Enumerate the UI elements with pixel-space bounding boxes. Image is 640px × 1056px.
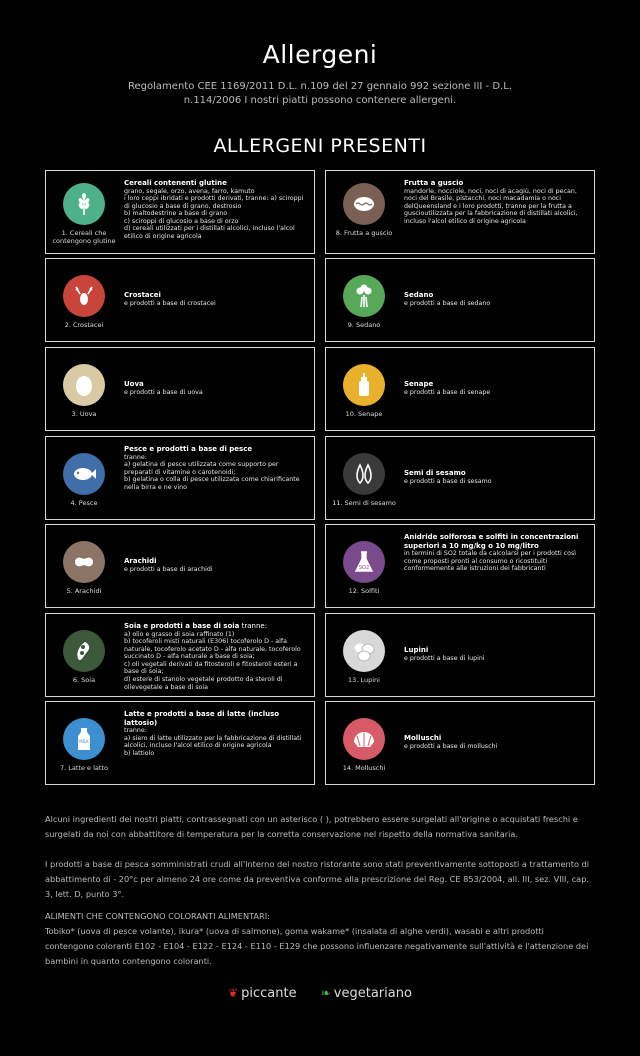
shell-icon — [343, 718, 385, 760]
allergen-icon-col — [52, 533, 116, 595]
allergen-title: Cereali contenenti glutine — [124, 179, 227, 187]
allergen-title-suffix: tranne: — [239, 622, 268, 630]
soy-icon — [63, 630, 105, 672]
allergen-text — [404, 646, 588, 662]
allergen-number-label: 11. Semi di sesamo — [332, 499, 396, 507]
allergen-description: a) olio e grasso di soia raffinato (1) b) tocoferoli misti naturali (E306) tocoferolo D - alfa naturale, tocoferolo acetato D - alfa naturale, tocoferolo succinato D - alfa naturale a base di soia; c) oli vegetali derivati da fitosteroli e fitosteroli esteri a base di soia; d) estere di stanolo vegetale prodotto da steroli di olievegetale a base di soia — [124, 630, 301, 691]
allergen-text — [124, 291, 308, 307]
allergen-title: Soia e prodotti a base di soia — [124, 622, 240, 630]
allergen-icon-col — [332, 267, 396, 329]
allergen-text — [404, 734, 588, 750]
allergen-number-label: 12. Solfiti — [348, 587, 380, 595]
fish-icon — [63, 453, 105, 495]
allergen-text — [124, 179, 308, 241]
allergen-card — [45, 613, 315, 697]
allergen-description: e prodotti a base di crostacei — [124, 299, 216, 307]
frozen-note: Alcuni ingredienti dei nostri piatti, contrassegnati con un asterisco ( ), potrebbero essere surgelati all'origine o acquistati freschi e surgelati da noi con abbattitore di temperatura per la corretta conservazione nel rispetto della normativa sanitaria. — [45, 814, 578, 839]
allergen-description: e prodotti a base di lupini — [404, 654, 485, 662]
leaf-icon: ❧ — [320, 986, 331, 1000]
allergen-title: Sedano — [404, 291, 434, 299]
allergen-card — [45, 258, 315, 342]
page-title: Allergeni — [262, 40, 378, 69]
legend-vegetarian-label: vegetariano — [333, 986, 412, 1001]
allergen-text — [124, 710, 308, 757]
allergen-icon-col — [332, 533, 396, 595]
allergen-number-label: 10. Senape — [345, 410, 383, 418]
allergen-title: Molluschi — [404, 734, 442, 742]
allergen-card — [45, 701, 315, 785]
allergen-card — [325, 347, 595, 431]
allergen-card — [325, 170, 595, 254]
allergen-icon-col — [52, 267, 116, 329]
allergen-card — [325, 613, 595, 697]
allergen-description: e prodotti a base di sesamo — [404, 477, 492, 485]
allergen-text — [404, 179, 588, 225]
celery-icon — [343, 275, 385, 317]
allergen-description: in termini di SO2 totale da calcolarsi per i prodotti così come proposti pronti al consumo o ricostituiti conformemente alle istruzioni dei fabbricanti — [404, 550, 577, 573]
allergen-number-label: 4. Pesce — [70, 499, 98, 507]
allergen-icon-col — [52, 445, 116, 507]
mustard-icon — [343, 364, 385, 406]
allergen-description: e prodotti a base di molluschi — [404, 742, 498, 750]
raw-fish-note: I prodotti a base di pesca somministrati crudi all'interno del nostro ristorante sono stati preventivamente sottoposti a trattamento di abbattimento di - 20°c per almeno 24 ore come da preventiva conforme alla prescrizione del Reg. CE 853/2004, all. III, sez. VIII, cap. 3, lett. D, punto 3°. — [45, 859, 590, 899]
so2-label: SO2 — [358, 565, 370, 571]
allergen-text — [404, 533, 588, 573]
allergen-card — [325, 436, 595, 520]
allergen-number-label: 14. Molluschi — [342, 764, 386, 772]
wheat-icon — [63, 183, 105, 225]
legend-spicy — [228, 986, 297, 1001]
egg-icon — [63, 364, 105, 406]
allergen-card — [45, 436, 315, 520]
allergen-icon-col — [52, 179, 116, 245]
allergen-card — [45, 524, 315, 608]
section-title: ALLERGENI PRESENTI — [213, 135, 427, 157]
allergen-title: Crostacei — [124, 291, 161, 299]
allergen-number-label: 6. Soia — [72, 676, 96, 684]
milk-label: MILK — [79, 739, 89, 744]
allergen-icon-col — [52, 710, 116, 772]
allergen-title: Frutta a guscio — [404, 179, 464, 187]
allergen-title: Lupini — [404, 646, 429, 654]
allergen-title: Senape — [404, 380, 434, 388]
allergen-number-label: 7. Latte e latto — [60, 764, 108, 772]
allergen-card — [325, 258, 595, 342]
milk-icon — [63, 718, 105, 760]
allergen-title: Latte e prodotti a base di latte (incluso lattosio) — [124, 710, 280, 727]
allergen-icon-col — [332, 710, 396, 772]
crustacean-icon — [63, 275, 105, 317]
allergen-description: e prodotti a base di uova — [124, 388, 203, 396]
allergen-text — [124, 622, 308, 691]
allergen-description: e prodotti a base di sedano — [404, 299, 491, 307]
allergen-text — [124, 557, 308, 573]
allergen-text — [124, 445, 308, 491]
allergen-card — [45, 347, 315, 431]
allergen-text — [404, 469, 588, 485]
allergen-description: tranne: a) gelatina di pesce utilizzata come supporto per preparati di vitamine o carotenoidi; b) gelatina o colla di pesce utilizzata come chiarificante nella birra e ne vino — [124, 453, 300, 491]
allergen-number-label: 13. Lupini — [348, 676, 380, 684]
allergen-text — [124, 380, 308, 396]
colorants-title: ALIMENTI CHE CONTENGONO COLORANTI ALIMENTARI: — [45, 911, 270, 921]
allergen-description: grano, segale, orzo, avena, farro, kamuto i loro ceppi ibridati e prodotti derivati, tranne: a) sciroppi di glucosio a base di grano, destrosio b) maltodestrine a base di grano c) sciroppi di glucosio a base di orzo d) cereali utilizzati per i distillati alcolici, incluso l'alcol etilico di origine agricola — [124, 187, 304, 241]
allergen-number-label: 5. Arachidi — [66, 587, 102, 595]
allergen-title: Pesce e prodotti a base di pesce — [124, 445, 253, 453]
allergen-number-label: 1. Cereali che contengono glutine — [52, 229, 116, 245]
nut-icon — [343, 183, 385, 225]
allergen-description: mandorle, nocciole, noci, noci di acagiù, noci di pecan, noci del Brasile, pistacchi, noci macadamia o noci delQueensland e i loro prodotti, tranne per la frutta a guscioutilizzata per la fabbricazione di distillati alcolici, incluso l'alcol etilico di origine agricola — [404, 187, 578, 225]
allergen-icon-col — [52, 622, 116, 684]
allergen-title: Uova — [124, 380, 144, 388]
peanut-icon — [63, 541, 105, 583]
allergen-card — [45, 170, 315, 254]
allergen-number-label: 3. Uova — [71, 410, 97, 418]
allergen-number-label: 2. Crostacei — [64, 321, 104, 329]
legend-vegetarian — [321, 986, 412, 1001]
allergen-icon-col — [332, 179, 396, 237]
chili-icon: ❦ — [228, 986, 239, 1000]
allergen-description: tranne: a) siero di latte utilizzato per la fabbricazione di distillati alcolici, incluso l'alcol etilico di origine agricola b) lattiolo — [124, 727, 302, 757]
sesame-icon — [343, 453, 385, 495]
allergen-card — [325, 701, 595, 785]
allergen-card — [325, 524, 595, 608]
allergen-text — [404, 291, 588, 307]
allergen-number-label: 8. Frutta a guscio — [335, 229, 393, 237]
allergen-icon-col — [332, 445, 396, 507]
regulation-subtitle: Regolamento CEE 1169/2011 D.L. n.109 del 27 gennaio 992 sezione III - D.L. n.114/2006 I nostri piatti possono contenere allergeni. — [128, 81, 512, 106]
legend — [0, 986, 640, 1001]
allergen-icon-col — [332, 622, 396, 684]
allergen-title: Anidride solforosa e solfiti in concentrazioni superiori a 10 mg/kg o 10 mg/litro — [404, 533, 579, 550]
allergen-text — [404, 380, 588, 396]
allergen-icon-col — [52, 356, 116, 418]
legend-spicy-label: piccante — [241, 986, 297, 1001]
allergen-number-label: 9. Sedano — [347, 321, 381, 329]
lupin-icon — [343, 630, 385, 672]
allergen-title: Arachidi — [124, 557, 157, 565]
allergen-description: e prodotti a base di senape — [404, 388, 491, 396]
allergen-description: e prodotti a base di arachidi — [124, 565, 213, 573]
sulfite-icon — [343, 541, 385, 583]
colorants-note: Tobiko* (uova di pesce volante), ikura* (uova di salmone), goma wakame* (insalata di alghe verdi), wasabi e altri prodotti contengono coloranti E102 - E104 - E122 - E124 - E110 - E129 che possono influenzare negativamente sull'attività e l'attenzione dei bambini in quanto contengono coloranti. — [45, 926, 589, 966]
allergen-title: Semi di sesamo — [404, 469, 466, 477]
allergen-icon-col — [332, 356, 396, 418]
